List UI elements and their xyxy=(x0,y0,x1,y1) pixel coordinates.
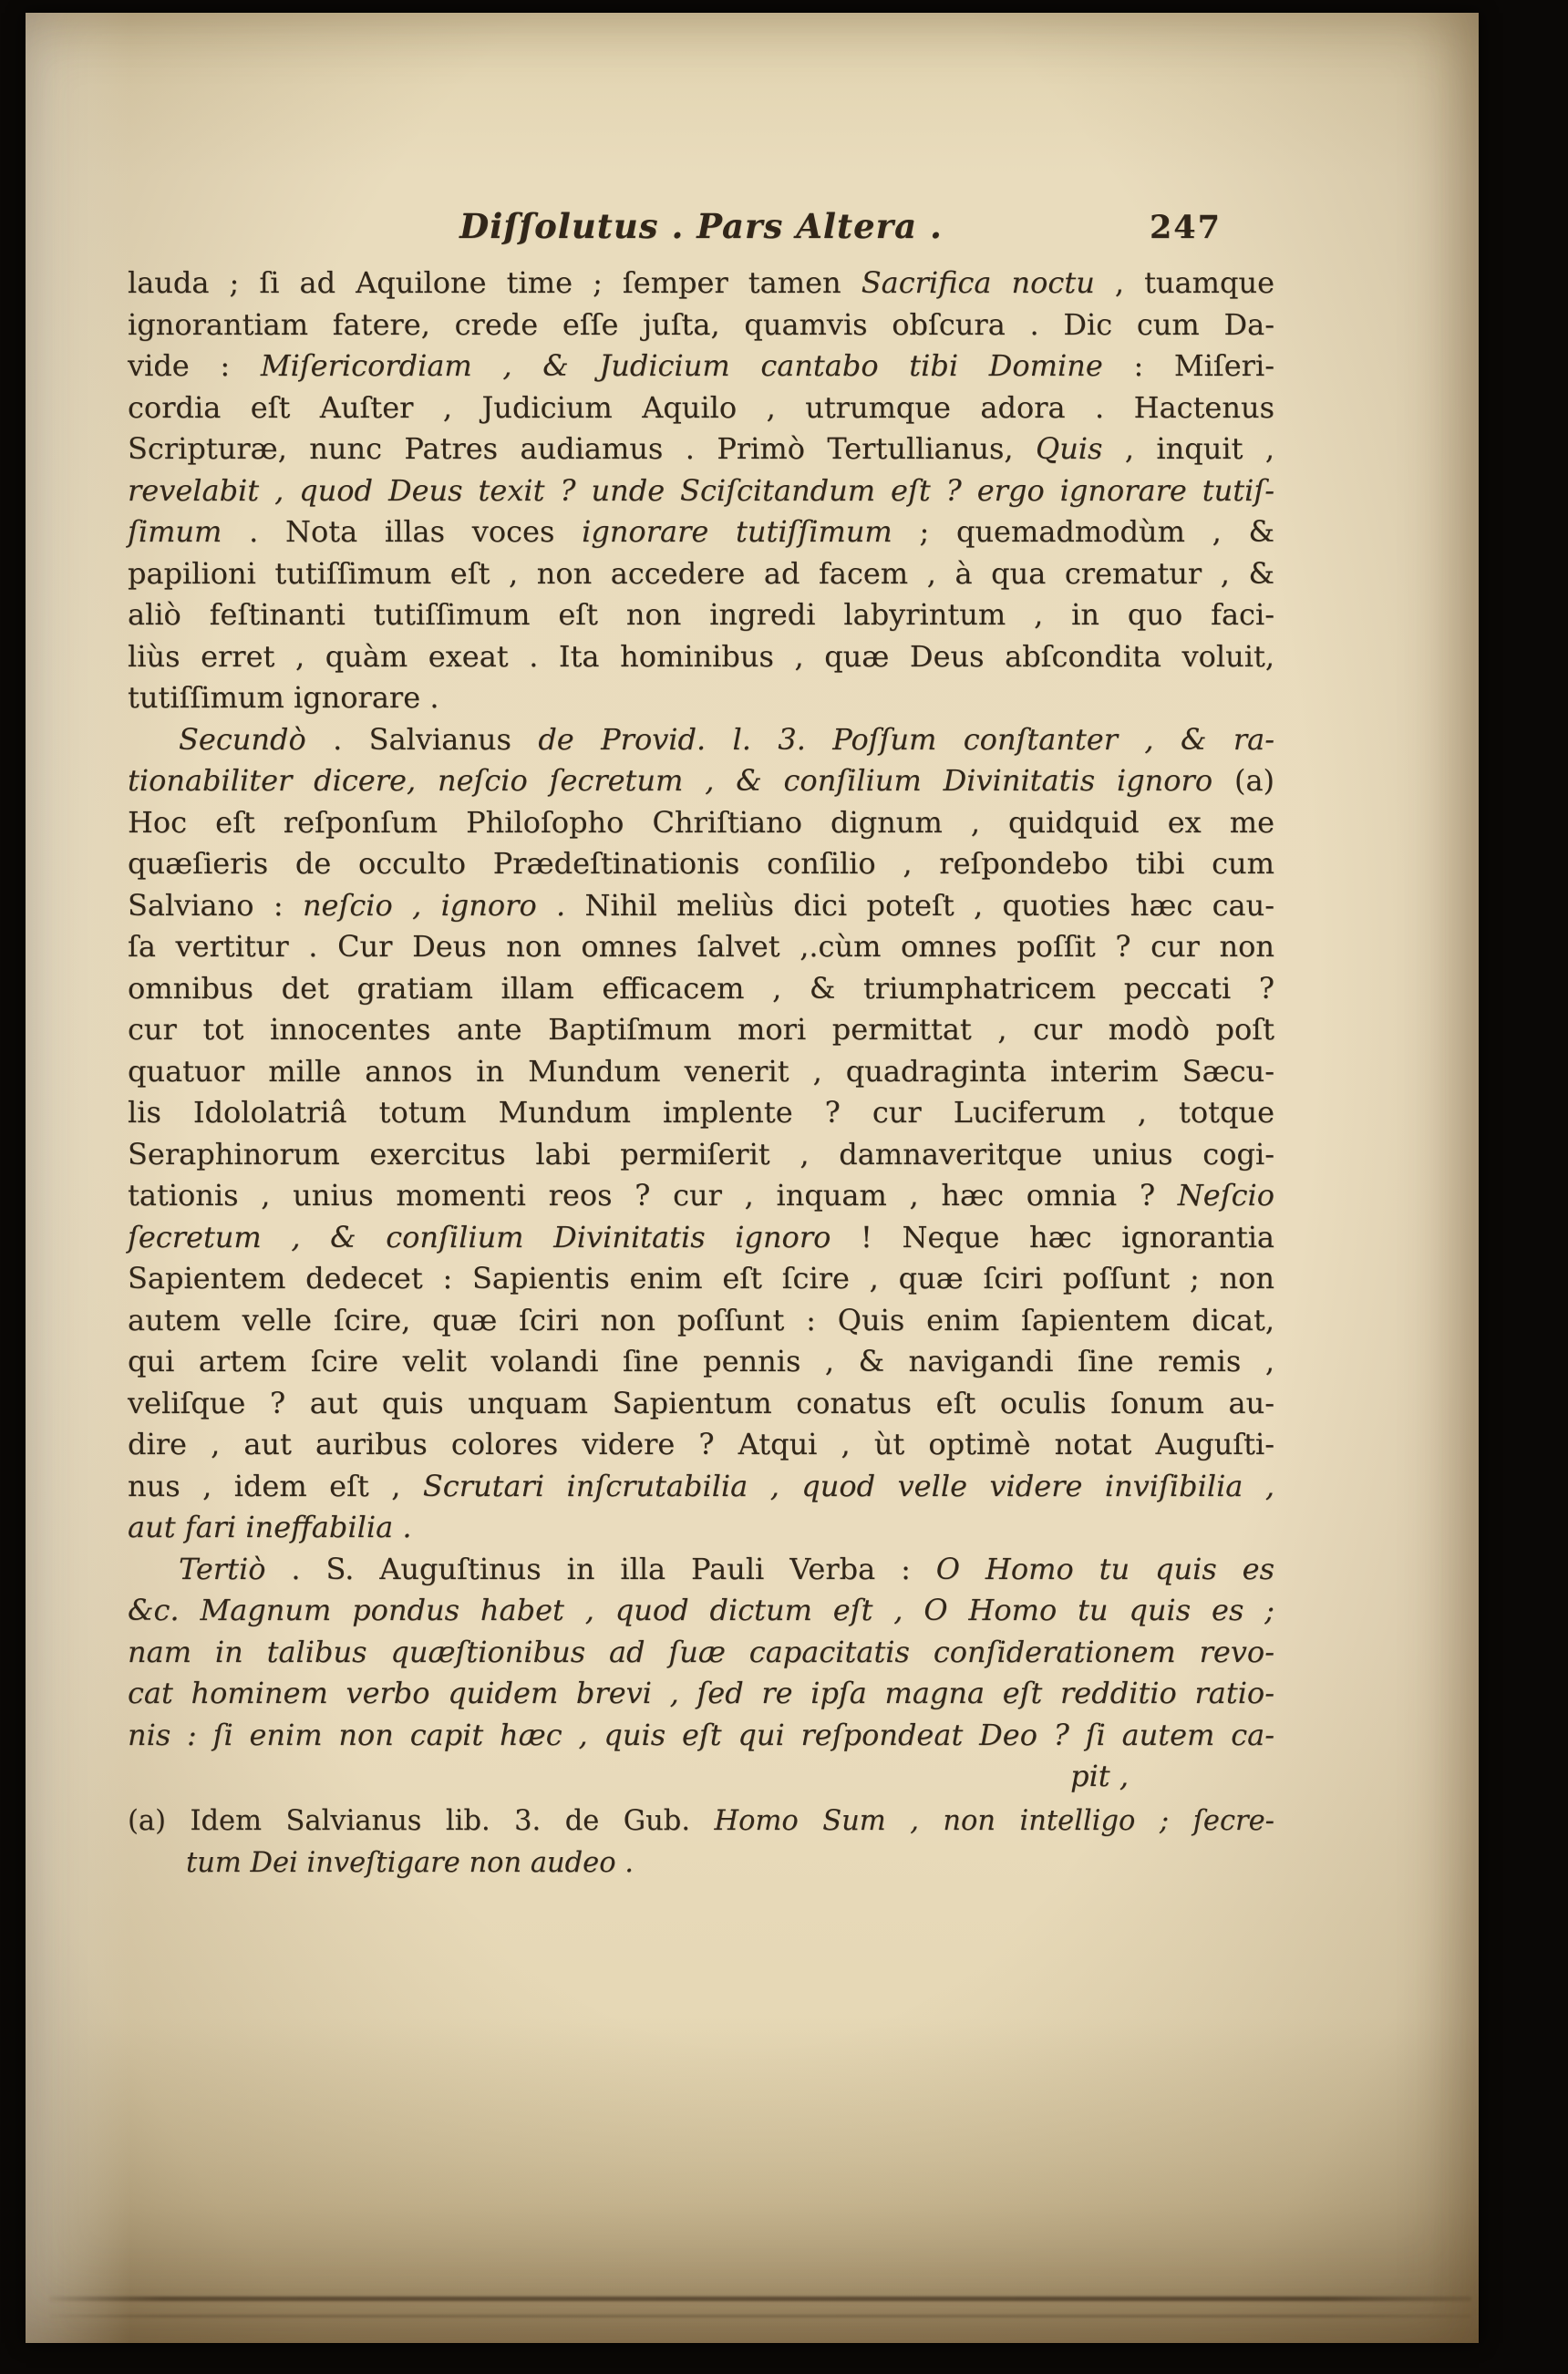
italic-text-run: ſecretum , & conſilium Divinitatis ignoro xyxy=(128,1219,831,1254)
paragraph xyxy=(128,263,1274,719)
italic-text-run: tionabiliter dicere, neſcio ſecretum , & conſilium Divinitatis ignoro xyxy=(128,763,1213,798)
text-run: vide : xyxy=(128,348,261,383)
italic-text-run: Scrutari inſcrutabilia , quod velle videre inviſibilia , xyxy=(422,1468,1275,1503)
italic-text-run: nis : ſi enim non capit hæc , quis eſt qui reſpondeat Deo ? ſi autem ca- xyxy=(128,1717,1274,1752)
text-line xyxy=(128,428,1274,470)
italic-text-run: ignorare tutiſſimum xyxy=(582,514,892,549)
italic-text-run: Homo Sum , non intelligo ; ſecre- xyxy=(714,1805,1274,1837)
text-line xyxy=(128,387,1274,429)
text-line xyxy=(128,553,1274,595)
text-run: . Salvianus xyxy=(305,721,539,757)
italic-text-run: Tertiò xyxy=(179,1551,266,1586)
text-run: ! Neque hæc ignorantia xyxy=(830,1219,1275,1254)
text-line xyxy=(128,1424,1274,1466)
text-line xyxy=(128,636,1274,678)
text-run: autem velle ſcire, quæ ſciri non poſſunt : Quis enim ſapientem dicat, xyxy=(128,1302,1274,1337)
paragraph xyxy=(128,719,1274,1549)
italic-text-run: aut fari ineffabilia . xyxy=(128,1510,412,1544)
italic-text-run: Secundò xyxy=(179,721,306,757)
text-run: Hoc eſt reſponſum Philoſopho Chriſtiano dignum , quidquid ex me xyxy=(128,804,1274,840)
text-line xyxy=(128,304,1274,346)
paragraph xyxy=(128,1549,1274,1757)
text-line xyxy=(128,346,1274,387)
italic-text-run: neſcio , ignoro . xyxy=(302,887,566,923)
text-line xyxy=(128,263,1274,304)
text-line xyxy=(128,1341,1274,1383)
text-run: cordia eſt Auſter , Judicium Aquilo , utrumque adora . Hactenus xyxy=(128,389,1274,425)
text-line xyxy=(128,1092,1274,1134)
text-run: (a) xyxy=(1212,763,1275,798)
page-bottom-edge-shadow xyxy=(49,2297,1471,2301)
text-line xyxy=(128,760,1274,802)
page-bottom-edge-shadow-2 xyxy=(49,2315,1471,2317)
text-run: ſa vertitur . Cur Deus non omnes ſalvet ,.cùm omnes poſſit ? cur non xyxy=(128,929,1274,964)
text-run: tutiſſimum ignorare . xyxy=(128,680,439,715)
text-run: , inquit , xyxy=(1102,431,1275,466)
text-line xyxy=(128,1632,1274,1674)
catchword-row xyxy=(128,1756,1274,1797)
text-run: quatuor mille annos in Mundum venerit , quadraginta interim Sæcu- xyxy=(128,1053,1274,1089)
text-run: Scripturæ, nunc Patres audiamus . Primò Tertullianus, xyxy=(128,431,1036,466)
text-line xyxy=(128,1590,1274,1632)
text-run: qui artem ſcire velit volandi ſine pennis , & navigandi ſine remis , xyxy=(128,1344,1274,1378)
italic-text-run: O Homo tu quis es xyxy=(935,1551,1275,1586)
text-line xyxy=(128,719,1274,761)
italic-text-run: &c. Magnum pondus habet , quod dictum eſt , O Homo tu quis es ; xyxy=(128,1593,1274,1627)
text-line xyxy=(128,1175,1274,1217)
text-line xyxy=(128,470,1274,512)
body-text xyxy=(128,263,1274,1756)
italic-text-run: cat hominem verbo quidem brevi , ſed re ipſa magna eſt redditio ratio- xyxy=(128,1676,1274,1710)
text-line xyxy=(128,1051,1274,1093)
italic-text-run: Quis xyxy=(1035,431,1103,466)
book-page xyxy=(26,13,1479,2343)
text-run: : Miſeri- xyxy=(1102,348,1274,383)
text-line xyxy=(128,1217,1274,1259)
footnote xyxy=(128,1801,1274,1884)
text-line xyxy=(128,843,1274,885)
page-header xyxy=(128,202,1274,263)
footnote-line xyxy=(128,1842,1274,1884)
text-run: dire , aut auribus colores videre ? Atqui , ùt optimè notat Auguſti- xyxy=(128,1427,1274,1461)
footnote-line xyxy=(128,1801,1274,1842)
text-run: cur tot innocentes ante Baptiſmum mori permittat , cur modò poſt xyxy=(128,1012,1274,1047)
text-run: . Nota illas voces xyxy=(222,514,583,549)
text-run: omnibus det gratiam illam efficacem , & triumphatricem peccati ? xyxy=(128,970,1274,1006)
italic-text-run: Miſericordiam , & Judicium cantabo tibi Domine xyxy=(260,348,1103,383)
text-line xyxy=(128,1507,1274,1549)
italic-text-run: de Provid. l. 3. Poſſum conſtanter , & ra- xyxy=(538,721,1274,757)
text-run: nus , idem eſt , xyxy=(128,1468,423,1503)
text-line xyxy=(128,1134,1274,1176)
text-line xyxy=(128,1466,1274,1508)
text-run: . S. Auguſtinus in illa Pauli Verba : xyxy=(265,1551,936,1586)
text-run: aliò feſtinanti tutiſſimum eſt non ingredi labyrintum , in quo faci- xyxy=(128,597,1274,632)
text-line xyxy=(128,594,1274,636)
text-run: ; quemadmodùm , & xyxy=(892,514,1275,549)
page-number: 247 xyxy=(1149,209,1222,246)
text-line xyxy=(128,1383,1274,1425)
text-line xyxy=(128,1300,1274,1342)
text-run: Seraphinorum exercitus labi permiſerit , damnaveritque unius cogi- xyxy=(128,1136,1274,1172)
italic-text-run: Sacrifica noctu xyxy=(861,265,1095,300)
text-line xyxy=(128,1009,1274,1051)
text-run: ignorantiam fatere, crede eſſe juſta, quamvis obſcura . Dic cum Da- xyxy=(128,306,1274,342)
text-run: lauda ; ſi ad Aquilone time ; ſemper tamen xyxy=(128,265,861,300)
text-run: , tuamque xyxy=(1094,265,1275,300)
text-line xyxy=(128,1715,1274,1757)
text-run: tationis , unius momenti reos ? cur , inquam , hæc omnia ? xyxy=(128,1178,1178,1213)
catchword: pit , xyxy=(1070,1759,1129,1793)
text-line xyxy=(128,511,1274,553)
text-line xyxy=(128,677,1274,719)
text-run: Nihil meliùs dici poteſt , quoties hæc cau- xyxy=(565,887,1275,923)
italic-text-run: nam in talibus quæſtionibus ad ſuæ capacitatis conſiderationem revo- xyxy=(128,1634,1274,1669)
italic-text-run: Neſcio xyxy=(1177,1178,1274,1213)
text-run: liùs erret , quàm exeat . Ita hominibus , quæ Deus abſcondita voluit, xyxy=(128,638,1274,674)
italic-text-run: ſimum xyxy=(128,514,222,549)
text-line xyxy=(128,926,1274,968)
text-run: quæſieris de occulto Prædeſtinationis conſilio , reſpondebo tibi cum xyxy=(128,846,1274,881)
text-line xyxy=(128,1258,1274,1300)
text-run: (a) Idem Salvianus lib. 3. de Gub. xyxy=(128,1805,715,1837)
text-line xyxy=(128,885,1274,927)
text-run: veliſque ? aut quis unquam Sapientum conatus eſt oculis ſonum au- xyxy=(128,1385,1274,1420)
italic-text-run: revelabit , quod Deus texit ? unde Sciſcitandum eſt ? ergo ignorare tutiſ- xyxy=(128,472,1274,508)
text-block xyxy=(128,202,1274,1884)
text-run: Salviano : xyxy=(128,887,303,923)
italic-text-run: tum Dei inveſtigare non audeo . xyxy=(186,1847,634,1879)
text-line xyxy=(128,1549,1274,1591)
text-run: papilioni tutiſſimum eſt , non accedere ad facem , à qua crematur , & xyxy=(128,555,1274,591)
text-run: Sapientem dedecet : Sapientis enim eſt ſcire , quæ ſciri poſſunt ; non xyxy=(128,1261,1274,1295)
text-line xyxy=(128,1673,1274,1715)
text-run: lis Idololatriâ totum Mundum implente ? cur Luciferum , totque xyxy=(128,1095,1274,1130)
running-header: Diſſolutus . Pars Altera . xyxy=(459,206,943,246)
text-line xyxy=(128,802,1274,844)
text-line xyxy=(128,968,1274,1010)
